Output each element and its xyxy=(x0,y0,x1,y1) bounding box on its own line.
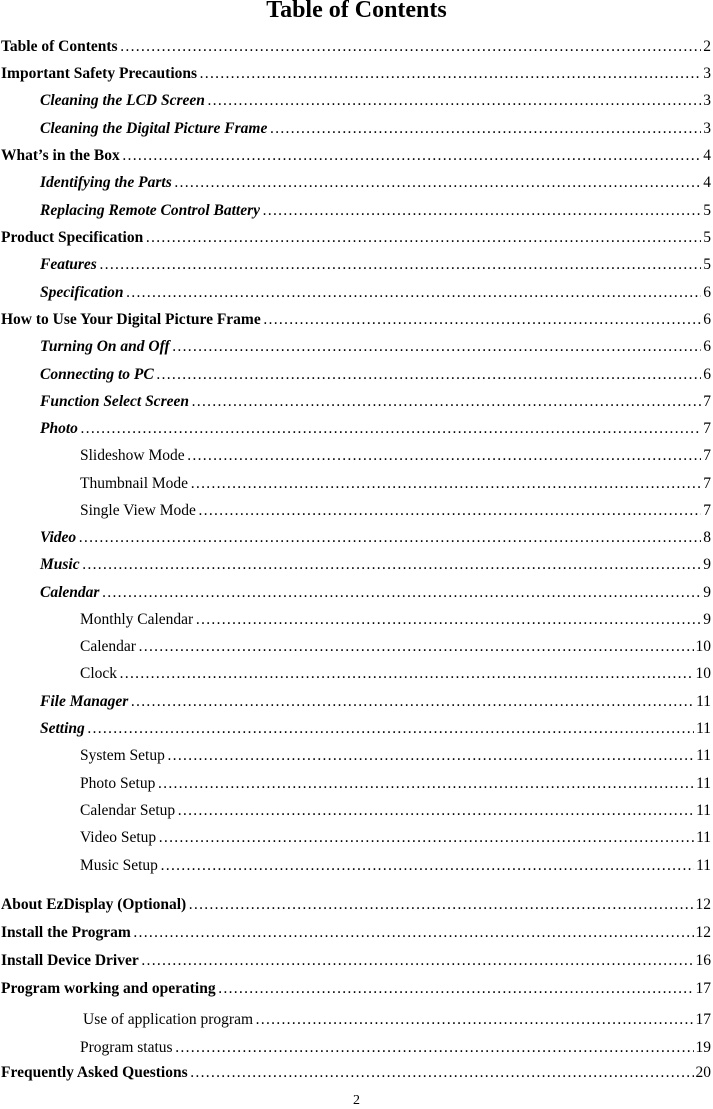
toc-entry-title: Connecting to PC xyxy=(40,366,154,383)
toc-entry-title: Replacing Remote Control Battery xyxy=(40,202,261,219)
dot-leader xyxy=(269,120,701,138)
dot-leader xyxy=(157,775,694,793)
toc-entry-page-number: 6 xyxy=(703,366,711,383)
toc-entry-page-number: 17 xyxy=(695,1011,711,1028)
toc-entry-title: Install the Program xyxy=(1,924,131,941)
toc-entry-title: Install Device Driver xyxy=(1,952,139,969)
toc-entry[interactable] xyxy=(0,890,713,914)
toc-entry-title: Photo Setup xyxy=(80,775,156,792)
toc-entry-page-number: 5 xyxy=(703,256,711,273)
toc-entry-page-number: 6 xyxy=(703,311,711,328)
toc-entry-page-number: 17 xyxy=(695,980,711,997)
dot-leader xyxy=(188,896,693,914)
toc-entry-title: Single View Mode xyxy=(80,502,196,519)
toc-entry-title: About EzDisplay (Optional) xyxy=(1,896,187,913)
dot-leader xyxy=(133,924,694,942)
toc-entry[interactable] xyxy=(0,823,713,847)
toc-entry-title: Frequently Asked Questions xyxy=(1,1064,188,1081)
toc-entry-title: Cleaning the Digital Picture Frame xyxy=(40,120,268,137)
dot-leader xyxy=(191,393,701,411)
toc-entry-page-number: 7 xyxy=(703,475,711,492)
toc-entry-page-number: 11 xyxy=(696,693,711,710)
toc-entry-page-number: 5 xyxy=(703,229,711,246)
toc-entry-page-number: 7 xyxy=(703,420,711,437)
toc-entry-page-number: 3 xyxy=(703,92,711,109)
dot-leader xyxy=(78,529,701,547)
toc-entry-title: Program status xyxy=(80,1039,173,1056)
toc-entry-page-number: 11 xyxy=(696,775,711,792)
toc-entry-page-number: 7 xyxy=(703,502,711,519)
toc-entry[interactable] xyxy=(0,550,713,574)
toc-entry[interactable] xyxy=(0,305,713,329)
dot-leader xyxy=(255,1011,693,1029)
toc-entry-page-number: 20 xyxy=(695,1064,711,1081)
toc-entry-title: Music xyxy=(40,556,80,573)
dot-leader xyxy=(130,693,694,711)
toc-entry[interactable] xyxy=(0,974,713,998)
toc-entry[interactable] xyxy=(0,250,713,274)
dot-leader xyxy=(207,92,701,110)
toc-entry[interactable] xyxy=(0,796,713,820)
toc-entry[interactable] xyxy=(0,414,713,438)
toc-entry-title: Monthly Calendar xyxy=(80,611,194,628)
toc-entry-title: Important Safety Precautions xyxy=(1,65,198,82)
toc-entry[interactable] xyxy=(0,1058,713,1082)
toc-entry-title: Clock xyxy=(80,665,118,682)
dot-leader xyxy=(190,475,701,493)
toc-entry[interactable] xyxy=(0,687,713,711)
toc-entry-title: Slideshow Mode xyxy=(80,447,185,464)
toc-entry-page-number: 5 xyxy=(703,202,711,219)
toc-entry[interactable] xyxy=(0,141,713,165)
toc-entry-page-number: 9 xyxy=(703,611,711,628)
toc-entry[interactable] xyxy=(0,918,713,942)
toc-entry-page-number: 2 xyxy=(703,38,711,55)
toc-entry[interactable] xyxy=(0,946,713,970)
dot-leader xyxy=(172,338,702,356)
dot-leader xyxy=(122,147,702,165)
dot-leader xyxy=(138,638,694,656)
toc-entry-page-number: 4 xyxy=(703,147,711,164)
dot-leader xyxy=(126,284,702,302)
toc-entry-page-number: 6 xyxy=(703,284,711,301)
toc-entry-title: Calendar xyxy=(80,638,136,655)
toc-entry[interactable] xyxy=(0,851,713,875)
toc-entry[interactable] xyxy=(0,86,713,110)
dot-leader xyxy=(177,802,694,820)
toc-entry-title: Video Setup xyxy=(80,829,157,846)
dot-leader xyxy=(199,65,701,83)
toc-entry-page-number: 11 xyxy=(696,747,711,764)
dot-leader xyxy=(158,829,694,847)
toc-entry-page-number: 3 xyxy=(703,120,711,137)
dot-leader xyxy=(262,202,701,220)
toc-entry-title: Cleaning the LCD Screen xyxy=(40,92,205,109)
toc-entry-title: Identifying the Parts xyxy=(40,174,172,191)
toc-entry-title: Calendar xyxy=(40,584,100,601)
toc-entry[interactable] xyxy=(0,168,713,192)
dot-leader xyxy=(141,952,694,970)
page-number: 2 xyxy=(353,1093,360,1108)
dot-leader xyxy=(263,311,702,329)
toc-entry-page-number: 10 xyxy=(695,665,711,682)
dot-leader xyxy=(198,502,701,520)
toc-entry[interactable] xyxy=(0,387,713,411)
toc-entry-page-number: 12 xyxy=(695,924,711,941)
dot-leader xyxy=(167,747,694,765)
dot-leader xyxy=(190,1064,694,1082)
dot-leader xyxy=(120,38,702,56)
toc-entry-title: What’s in the Box xyxy=(1,147,120,164)
dot-leader xyxy=(145,229,701,247)
dot-leader xyxy=(99,256,701,274)
toc-entry-page-number: 16 xyxy=(695,952,711,969)
dot-leader xyxy=(174,174,701,192)
toc-entry[interactable] xyxy=(0,278,713,302)
toc-entry-page-number: 6 xyxy=(703,338,711,355)
toc-entry[interactable] xyxy=(0,769,713,793)
toc-entry[interactable] xyxy=(0,578,713,602)
toc-entry[interactable] xyxy=(0,441,713,465)
toc-entry-page-number: 8 xyxy=(703,529,711,546)
toc-entry[interactable] xyxy=(0,469,713,493)
dot-leader xyxy=(175,1039,694,1057)
toc-entry[interactable] xyxy=(0,1033,713,1057)
dot-leader xyxy=(87,720,694,738)
toc-entry[interactable] xyxy=(0,32,713,56)
toc-entry-title: Function Select Screen xyxy=(40,393,189,410)
toc-entry[interactable] xyxy=(0,605,713,629)
toc-entry-title: How to Use Your Digital Picture Frame xyxy=(1,311,261,328)
dot-leader xyxy=(218,980,694,998)
toc-entry-page-number: 7 xyxy=(703,393,711,410)
dot-leader xyxy=(82,556,702,574)
dot-leader xyxy=(80,420,701,438)
toc-entry-page-number: 11 xyxy=(696,857,711,874)
toc-entry-page-number: 11 xyxy=(696,829,711,846)
dot-leader xyxy=(187,447,702,465)
dot-leader xyxy=(160,857,694,875)
toc-entry[interactable] xyxy=(0,1005,713,1029)
toc-entry[interactable] xyxy=(0,196,713,220)
toc-entry-page-number: 12 xyxy=(695,896,711,913)
page-title: Table of Contents xyxy=(266,0,447,23)
toc-entry[interactable] xyxy=(0,523,713,547)
dot-leader xyxy=(119,665,693,683)
toc-entry[interactable] xyxy=(0,332,713,356)
toc-entry-page-number: 7 xyxy=(703,447,711,464)
toc-entry[interactable] xyxy=(0,223,713,247)
toc-entry-page-number: 4 xyxy=(703,174,711,191)
toc-entry-title: Product Specification xyxy=(1,229,144,246)
dot-leader xyxy=(156,366,702,384)
toc-entry-title: Features xyxy=(40,256,97,273)
toc-entry-title: System Setup xyxy=(80,747,165,764)
toc-entry-page-number: 3 xyxy=(703,65,711,82)
toc-entry-page-number: 10 xyxy=(695,638,711,655)
toc-entry-title: Video xyxy=(40,529,77,546)
toc-entry[interactable] xyxy=(0,496,713,520)
toc-entry-title: Setting xyxy=(40,720,85,737)
dot-leader xyxy=(195,611,701,629)
toc-entry-title: Table of Contents xyxy=(1,38,118,55)
toc-entry[interactable] xyxy=(0,659,713,683)
toc-entry-page-number: 9 xyxy=(703,556,711,573)
toc-entry-page-number: 11 xyxy=(696,802,711,819)
toc-entry-title: Music Setup xyxy=(80,857,158,874)
toc-entry-title: Use of application program xyxy=(83,1011,254,1028)
toc-entry-page-number: 19 xyxy=(695,1039,711,1056)
toc-entry-title: Thumbnail Mode xyxy=(80,475,189,492)
toc-entry-page-number: 11 xyxy=(696,720,711,737)
toc-entry[interactable] xyxy=(0,360,713,384)
dot-leader xyxy=(101,584,701,602)
toc-entry-title: Turning On and Off xyxy=(40,338,170,355)
toc-entry-title: Photo xyxy=(40,420,78,437)
toc-entry[interactable] xyxy=(0,632,713,656)
toc-entry-title: Program working and operating xyxy=(1,980,216,997)
toc-entry[interactable] xyxy=(0,114,713,138)
toc-entry[interactable] xyxy=(0,741,713,765)
toc-entry[interactable] xyxy=(0,714,713,738)
toc-entry[interactable] xyxy=(0,59,713,83)
toc-entry-page-number: 9 xyxy=(703,584,711,601)
toc-entry-title: File Manager xyxy=(40,693,129,710)
toc-entry-title: Specification xyxy=(40,284,124,301)
toc-entry-title: Calendar Setup xyxy=(80,802,176,819)
